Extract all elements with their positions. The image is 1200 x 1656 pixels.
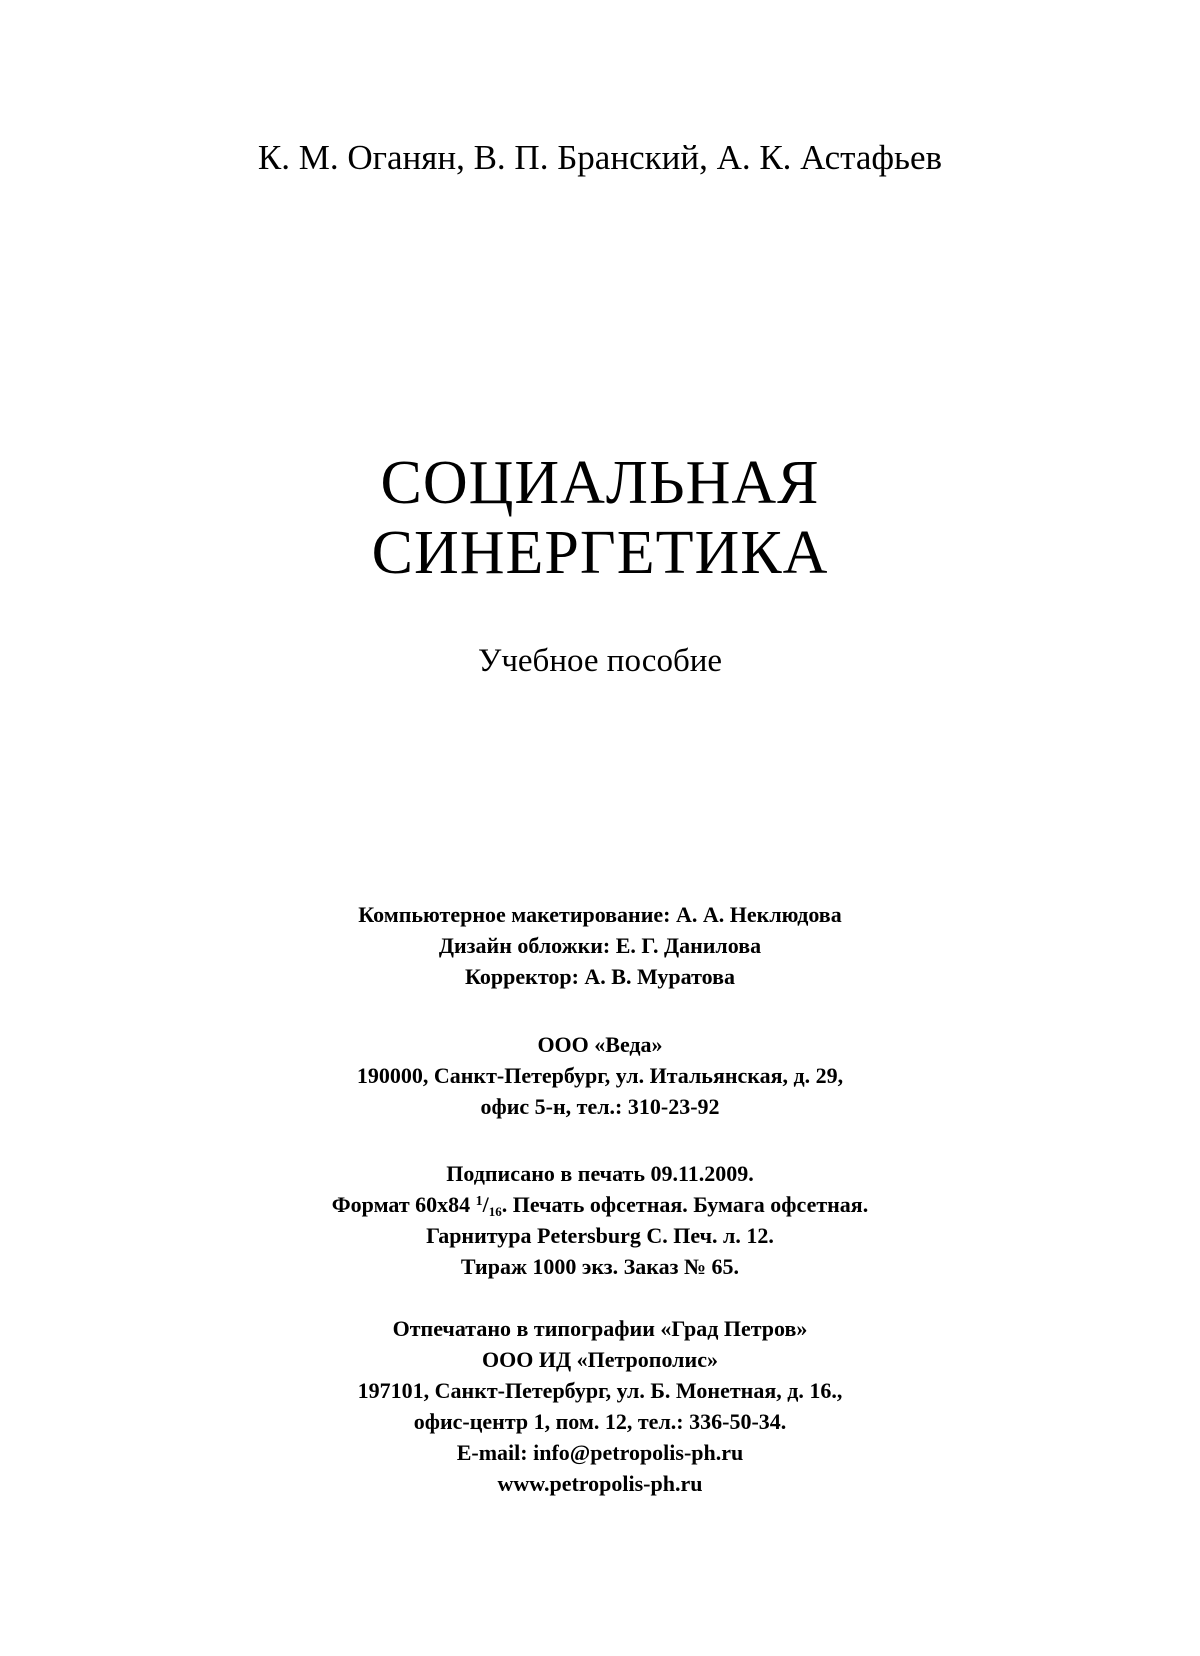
print-format-denominator: 16 bbox=[488, 1204, 502, 1219]
printing-company: ООО ИД «Петрополис» bbox=[482, 1347, 718, 1372]
print-format bbox=[0, 1189, 1200, 1220]
publisher-office: офис 5-н, тел.: 310-23-92 bbox=[480, 1094, 720, 1119]
book-title-line-1: СОЦИАЛЬНАЯ bbox=[380, 449, 820, 517]
printing-email: E-mail: info@petropolis-ph.ru bbox=[456, 1440, 744, 1465]
printing-website: www.petropolis-ph.ru bbox=[497, 1471, 703, 1496]
publisher-block bbox=[0, 1029, 1200, 1122]
printing-house: Отпечатано в типографии «Град Петров» bbox=[392, 1316, 808, 1341]
book-title-line-2: СИНЕРГЕТИКА bbox=[371, 519, 829, 587]
typeface-info: Гарнитура Petersburg С. Печ. л. 12. bbox=[426, 1223, 774, 1248]
credits-block bbox=[0, 899, 1200, 992]
credit-proofreader: Корректор: А. В. Муратова bbox=[465, 964, 735, 989]
signed-to-print: Подписано в печать 09.11.2009. bbox=[446, 1161, 754, 1186]
authors-line: К. М. Оганян, В. П. Бранский, А. К. Астафьев bbox=[257, 138, 943, 177]
printing-address: 197101, Санкт-Петербург, ул. Б. Монетная, д. 16., bbox=[357, 1378, 843, 1403]
printing-details-block bbox=[0, 1158, 1200, 1282]
print-format-numerator: 1 bbox=[475, 1194, 483, 1209]
print-format-suffix: . Печать офсетная. Бумага офсетная. bbox=[501, 1192, 869, 1217]
book-title bbox=[0, 448, 1200, 588]
book-subtitle: Учебное пособие bbox=[477, 643, 723, 679]
publisher-name: ООО «Веда» bbox=[537, 1032, 663, 1057]
printing-house-block bbox=[0, 1313, 1200, 1499]
printing-office: офис-центр 1, пом. 12, тел.: 336-50-34. bbox=[413, 1409, 787, 1434]
print-format-prefix: Формат 60х84 bbox=[331, 1192, 476, 1217]
print-format-slash: / bbox=[482, 1192, 489, 1217]
credit-cover-design: Дизайн обложки: Е. Г. Данилова bbox=[438, 933, 762, 958]
print-run: Тираж 1000 экз. Заказ № 65. bbox=[460, 1254, 740, 1279]
credit-layout: Компьютерное макетирование: А. А. Неклюдова bbox=[358, 902, 842, 927]
publisher-address: 190000, Санкт-Петербург, ул. Итальянская, д. 29, bbox=[356, 1063, 844, 1088]
